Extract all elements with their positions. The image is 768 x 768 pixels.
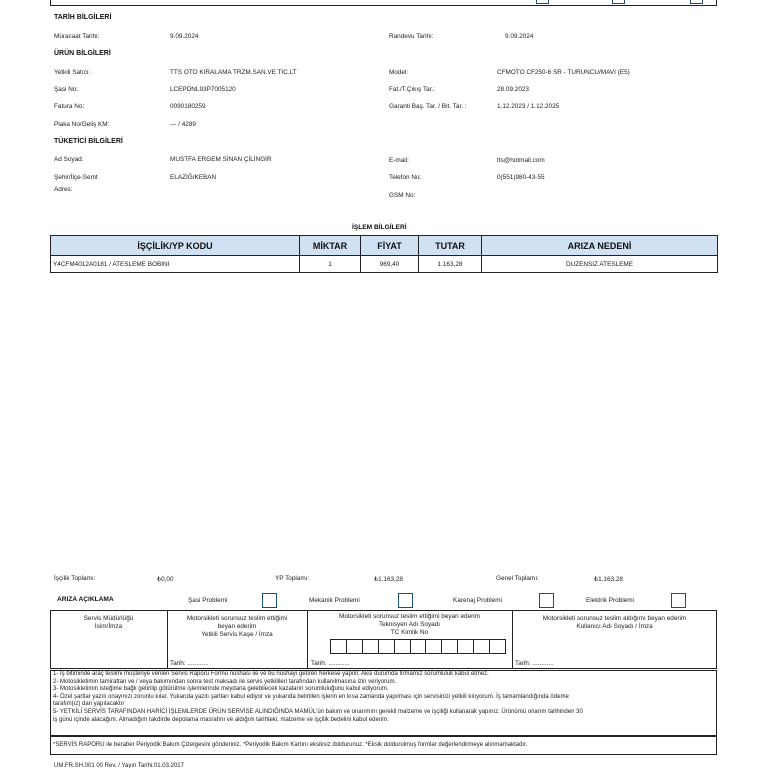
adres-label: Adres:: [54, 186, 73, 193]
sig-c2-line2: beyan ederim: [217, 623, 257, 630]
cell-ariza: DUZENSIZ ATESLEME: [482, 256, 718, 273]
note-1: 1- İş bitiminde araç teslimi müşteriye verilen Servis Raporu Formu nüshası ile ve bu nüshayı getiren herkese yapılır. Aksi durumda firmamız sorumluluk kabul etmez.: [53, 671, 489, 677]
note-5-cont: iş günü içinde alacağım. Almadığım takdirde depolama masrafını ve aldığım tarihteki, malzeme ve işçilik bedelini kabul ederim.: [53, 716, 389, 723]
plaka-value: --- / 4289: [170, 121, 196, 128]
ad-value: MUSTFA ERGEM SİNAN ÇİLİNGİR: [170, 156, 272, 163]
sig-c3-line3: TC Kimlik No: [390, 629, 429, 636]
tarih-heading: TARİH BİLGİLERİ: [54, 14, 112, 21]
col-header-ariza: ARIZA NEDENİ: [482, 236, 718, 256]
sasi-problem-checkbox[interactable]: [262, 593, 277, 608]
note-3: 3- Motosikletimin isteğime bağlı getirilip götürülme işlemlerinde meydana gelebilecek kazaların sorumluluğunu kabul ediyorum.: [53, 686, 389, 693]
option-sasi-label: Şasi Problemi: [188, 597, 228, 604]
top-checkbox-3: [690, 0, 703, 4]
ad-label: Ad Soyad:: [54, 156, 84, 163]
note-4-cont: tarafım(ız) dan yapılacaktır: [53, 701, 125, 708]
tuketici-heading: TÜKETİCİ BİLGİLERİ: [54, 138, 123, 145]
option-elektrik-label: Elektrik Problemi: [586, 597, 634, 604]
muracaat-label: Müracaat Tarihi:: [54, 33, 100, 40]
randevu-label: Randevu Tarihi:: [389, 33, 434, 40]
option-mekanik-label: Mekanik Problemi: [309, 597, 360, 604]
telefon-label: Telefon No:: [389, 174, 422, 181]
note-5: 5- YETKİLİ SERVİS TARAFINDAN HARİCİ İŞLEMLERDE ÜRÜN SERVİSE ALINDIĞINDA MAMÜL'ün bakım ve onarımını gerekli malzeme ve işçiliği kullanarak yapınız. Ürünümü onarım tarihinden 30: [53, 708, 583, 715]
sig-c4-line1: Motorsikleti sorunsuz teslim aldığımı beyan ederim: [542, 615, 687, 622]
sig-c4-line2: Kullanıcı Adı Soyadı / İmza: [576, 623, 653, 630]
sehir-value: ELAZIĞ/KEBAN: [170, 174, 217, 181]
sasi-label: Şasi No:: [54, 86, 79, 93]
cell-kod: Y4CFM4012A0181 / ATESLEME BOBINI: [51, 256, 300, 273]
cell-tutar: 1.163,28: [419, 256, 482, 273]
garanti-label: Garanti Baş. Tar. / Bit. Tar. :: [389, 103, 467, 110]
col-header-kod: İŞÇİLİK/YP KODU: [51, 236, 300, 256]
sig-col-3: [307, 613, 512, 637]
email-label: E-mail:: [389, 157, 409, 164]
fatura-label: Fatura No:: [54, 103, 85, 110]
yp-toplam-label: YP Toplamı:: [275, 575, 310, 582]
sig-c2-line3: Yetkili Servis Kaşe / İmza: [201, 631, 273, 638]
option-karenaj-label: Karenaj Problemi: [453, 597, 503, 604]
email-value: tts@hotmail.com: [497, 157, 545, 164]
model-label: Model:: [389, 69, 409, 76]
sig-col-4: [512, 615, 717, 631]
mekanik-problem-checkbox[interactable]: [398, 593, 413, 608]
iscilik-toplam-value: ₺0,00: [157, 576, 174, 583]
col-header-tutar: TUTAR: [419, 236, 482, 256]
sig-c1-line1: Servis Müdürlüğü: [83, 615, 134, 622]
sig-tarih-4: Tarih: ............: [515, 660, 554, 667]
karenaj-problem-checkbox[interactable]: [539, 593, 554, 608]
sehir-label: Şehir/İlçe-Semt: [54, 174, 98, 181]
urun-heading: ÜRÜN BİLGİLERİ: [54, 50, 111, 57]
top-frame-bottom: [50, 5, 717, 6]
footer-note: *SERVİS RAPORU ile beraber Periyodik Bakım Çizelgesini gönderiniz. *Periyodik Bakım Kartını eksiksiz doldurunuz. *Eksik doldurulmuş formlar değerlendirmeye alınmamaktadır.: [53, 742, 528, 748]
elektrik-problem-checkbox[interactable]: [671, 593, 686, 608]
note-2: 2- Motosikletimin tamirattan ve / veya bakımından sonra test maksadı ile servis yetkilileri tarafından kullanılmasına izin veriyorum.: [53, 678, 397, 685]
muracaat-value: 9.09.2024: [170, 33, 199, 40]
gsm-label: GSM No:: [389, 192, 416, 199]
fatura-value: 0090180259: [170, 103, 206, 110]
genel-toplam-label: Genel Toplamı:: [496, 575, 539, 582]
sig-col-2: [167, 615, 307, 639]
doc-code: UM.FR.SH.001 00 Rev. / Yayın Tarihi:01.03.2017: [54, 763, 184, 768]
cell-fiyat: 969,40: [361, 256, 419, 273]
note-4: 4- Özel şartlar yazılı onayınızı zorunlu kılar. Yukarıda yazılı şartları kabul ediyor ve yukarıda belirtilen işlerin en kısa zamanda yapılması için servisinizi yetkili kılıyorum. İş tamamlandığında ödeme: [53, 693, 569, 700]
genel-toplam-value: ₺1.163,28: [594, 576, 623, 583]
top-checkbox-1: [536, 0, 549, 4]
sig-c1-line2: İsim/İmza: [94, 623, 123, 630]
ariza-heading: ARIZA AÇIKLAMA: [57, 596, 114, 603]
items-table: [50, 235, 718, 273]
islem-heading: İŞLEM BİLGİLERİ: [352, 224, 407, 231]
sig-col-1: [50, 615, 167, 631]
notes-list: [53, 671, 583, 724]
tc-kimlik-input[interactable]: [330, 639, 506, 654]
telefon-value: 0(551)980-43-55: [497, 174, 545, 181]
satici-value: TTS OTO KIRALAMA TRZM.SAN.VE TIC.LT: [170, 69, 297, 76]
model-value: CFMOTO CF250-6 SR - TURUNCU/MAVI (E5): [497, 69, 630, 76]
iscilik-toplam-label: İşçilik Toplamı:: [54, 575, 96, 582]
top-checkbox-2: [612, 0, 625, 4]
plaka-label: Plaka No/Geliş KM:: [54, 121, 110, 128]
sig-c2-line1: Motorsikleti sorunsuz teslim ettiğimi: [186, 615, 288, 622]
sig-c3-line2: Teknisyen Adı Soyadı: [378, 621, 441, 628]
fat-value: 28.09.2023: [497, 86, 529, 93]
sig-tarih-3: Tarih: ............: [311, 660, 350, 667]
randevu-value: 9.09.2024: [505, 33, 534, 40]
sig-tarih-2: Tarih: ............: [170, 660, 209, 667]
table-row: [51, 256, 718, 273]
col-header-miktar: MİKTAR: [300, 236, 361, 256]
cell-miktar: 1: [300, 256, 361, 273]
items-header-row: [51, 236, 718, 256]
garanti-value: 1.12.2023 / 1.12.2025: [497, 103, 560, 110]
col-header-fiyat: FİYAT: [361, 236, 419, 256]
sig-c3-line1: Motorsikleti sorunsuz teslim ettiğimi beyan ederim: [339, 613, 480, 620]
fat-label: Fat./T.Çıkış Tar.:: [389, 86, 436, 93]
satici-label: Yetkili Satıcı:: [54, 69, 91, 76]
sasi-value: LCEPDNL93P7005120: [170, 86, 236, 93]
yp-toplam-value: ₺1.163,28: [374, 576, 403, 583]
